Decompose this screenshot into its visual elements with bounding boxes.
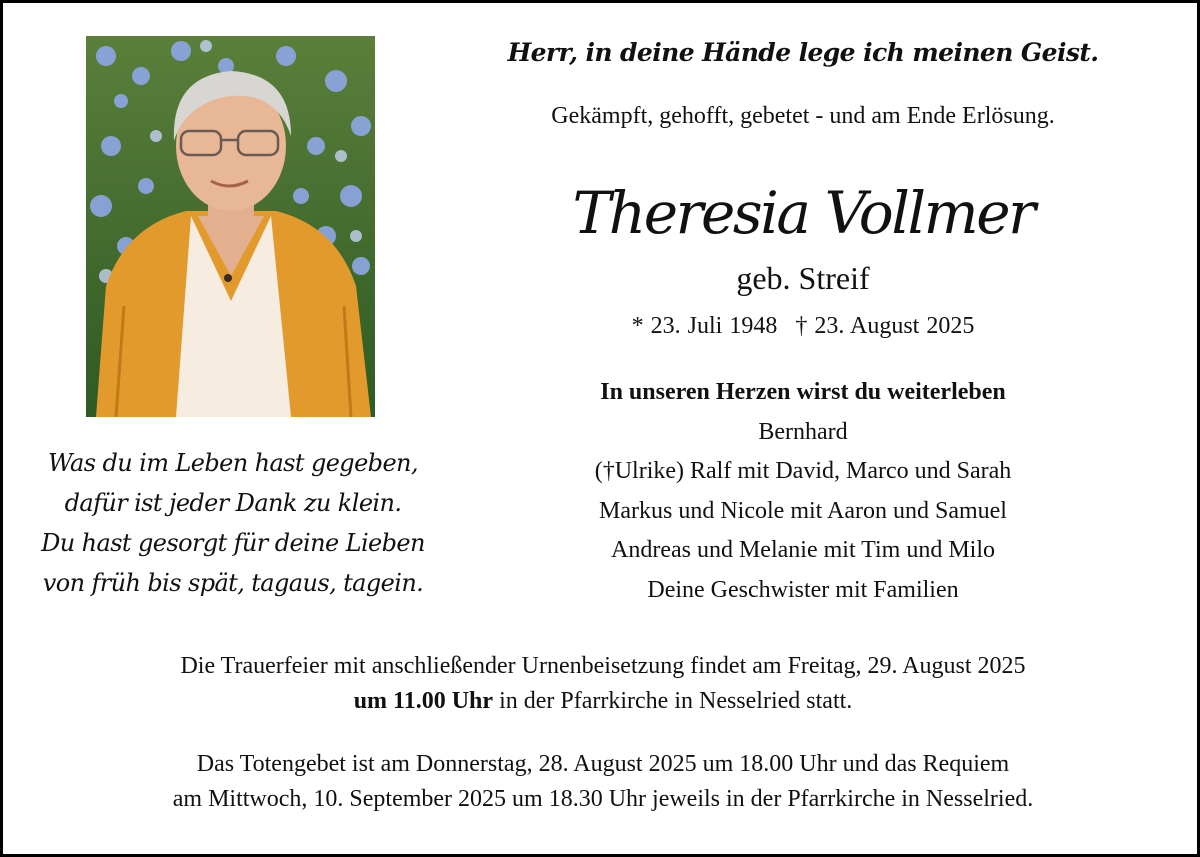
prayer-line: am Mittwoch, 10. September 2025 um 18.30 Uhr jeweils in der Pfarrkirche in Nesselried. — [172, 786, 1034, 812]
mourner-line: (†Ulrike) Ralf mit David, Marco und Sarah — [594, 458, 1012, 484]
birth-name: geb. Streif — [736, 260, 870, 296]
poem — [23, 443, 443, 603]
motto: Herr, in deine Hände lege ich meinen Geist. — [507, 38, 1099, 67]
ceremony-info — [23, 649, 1183, 719]
mourner-line: Andreas und Melanie mit Tim und Milo — [611, 537, 995, 563]
death-date: † 23. August 2025 — [795, 313, 975, 339]
ceremony-line-2 — [23, 684, 1183, 719]
poem-line: von früh bis spät, tagaus, tagein. — [42, 569, 424, 597]
birth-date: * 23. Juli 1948 — [631, 313, 778, 339]
life-dates — [423, 309, 1183, 343]
portrait-photo — [86, 36, 375, 417]
mourners — [423, 373, 1183, 610]
mourners-heading: In unseren Herzen wirst du weiterleben — [600, 379, 1006, 405]
deceased-name: Theresia Vollmer — [572, 179, 1034, 247]
subtitle: Gekämpft, gehofft, gebetet - und am Ende Erlösung. — [551, 103, 1055, 129]
ceremony-time: um 11.00 Uhr — [353, 688, 494, 714]
poem-line: Du hast gesorgt für deine Lieben — [41, 529, 425, 557]
portrait-illustration — [86, 36, 375, 417]
mourner-line: Bernhard — [758, 418, 848, 445]
poem-line: Was du im Leben hast gegeben, — [48, 449, 418, 477]
prayer-info — [23, 747, 1183, 817]
poem-line: dafür ist jeder Dank zu klein. — [64, 489, 402, 517]
mourner-line: Markus und Nicole mit Aaron und Samuel — [599, 497, 1007, 524]
ceremony-line: Die Trauerfeier mit anschließender Urnenbeisetzung findet am Freitag, 29. August 2025 — [180, 653, 1026, 679]
prayer-line: Das Totengebet ist am Donnerstag, 28. August 2025 um 18.00 Uhr und das Requiem — [196, 751, 1010, 777]
ceremony-location: in der Pfarrkirche in Nesselried statt. — [493, 688, 853, 714]
mourner-line: Deine Geschwister mit Familien — [647, 576, 959, 603]
